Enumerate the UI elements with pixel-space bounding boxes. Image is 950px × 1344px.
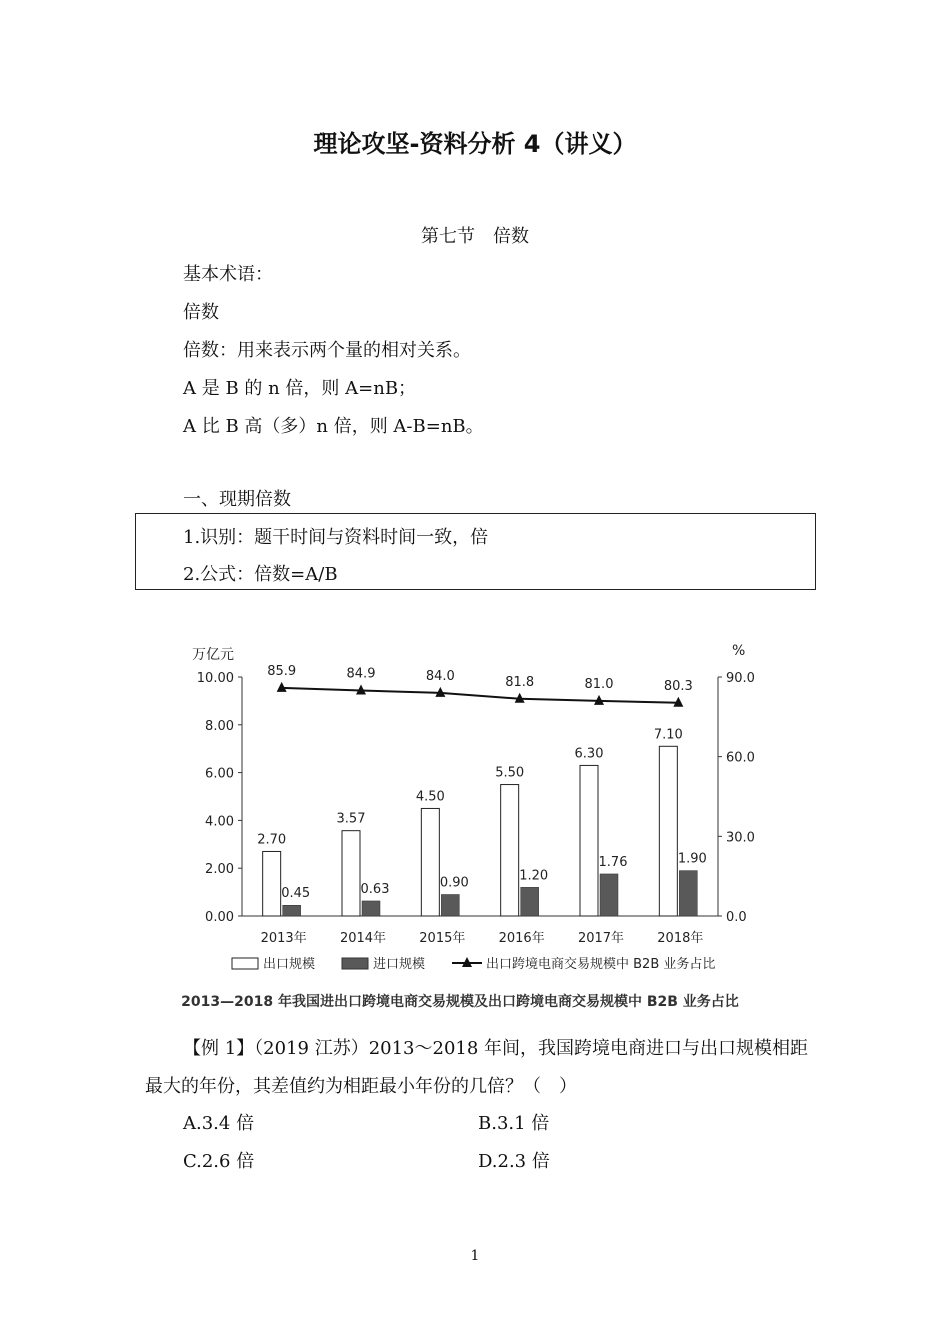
y2-axis-unit: %	[732, 643, 746, 659]
bar-export	[342, 831, 360, 916]
subheading: 一、现期倍数	[183, 489, 291, 510]
bar-import	[441, 894, 459, 916]
bar-export-label: 7.10	[653, 727, 683, 743]
bar-export	[580, 765, 598, 916]
bar-import-label: 1.20	[519, 868, 549, 884]
b2b-share-label: 80.3	[663, 678, 693, 694]
bar-export-label: 4.50	[415, 789, 445, 805]
y-tick-label: 10.00	[196, 671, 234, 686]
bar-import	[362, 901, 380, 916]
option-d[interactable]: D.2.3 倍	[478, 1151, 550, 1172]
bar-import-label: 0.63	[360, 881, 390, 897]
b2b-share-marker	[277, 682, 287, 692]
bar-export	[421, 808, 439, 916]
b2b-share-label: 81.8	[505, 674, 535, 690]
y2-tick-label: 60.0	[726, 750, 755, 766]
y-tick-label: 6.00	[205, 766, 234, 782]
x-tick-label: 2014年	[339, 931, 387, 946]
b2b-share-line	[282, 688, 679, 703]
x-tick-label: 2017年	[577, 931, 625, 946]
bar-import-label: 1.76	[598, 854, 628, 870]
bar-export-label: 2.70	[257, 832, 287, 848]
legend-export-label: 出口规模	[263, 957, 316, 972]
y-axis-unit: 万亿元	[192, 647, 234, 663]
body-line-formula-2: A 比 B 高（多）n 倍，则 A-B=nB。	[183, 416, 484, 437]
x-tick-label: 2016年	[498, 931, 545, 946]
page-number: 1	[470, 1248, 480, 1264]
bar-import	[600, 874, 618, 916]
legend-import-label: 进口规模	[373, 957, 426, 972]
b2b-share-label: 84.9	[346, 666, 376, 682]
x-tick-label: 2013年	[260, 931, 307, 946]
box-line-identify: 1.识别：题干时间与资料时间一致，倍	[183, 527, 489, 548]
chart	[170, 630, 780, 1019]
bar-import-label: 1.90	[677, 851, 707, 867]
legend-b2b-label: 出口跨境电商交易规模中 B2B 业务占比	[486, 957, 716, 972]
section-title: 第七节 倍数	[421, 226, 529, 247]
y2-tick-label: 30.0	[726, 830, 755, 846]
body-line-formula-1: A 是 B 的 n 倍，则 A=nB；	[183, 378, 417, 399]
bar-import	[283, 905, 301, 916]
bar-export-label: 6.30	[574, 746, 604, 762]
page-title: 理论攻坚-资料分析 4（讲义）	[313, 130, 637, 158]
bar-import	[521, 887, 539, 916]
b2b-share-label: 85.9	[267, 663, 297, 679]
bar-export	[501, 785, 519, 916]
key-points-box	[135, 513, 816, 590]
option-b[interactable]: B.3.1 倍	[478, 1113, 550, 1134]
bar-import	[679, 871, 697, 916]
body-line-terms: 基本术语：	[183, 264, 273, 285]
y-tick-label: 4.00	[205, 814, 234, 830]
chart-svg	[170, 630, 780, 1015]
question-line-1: 【例 1】（2019 江苏）2013～2018 年间，我国跨境电商进口与出口规模相距	[183, 1038, 809, 1059]
option-c[interactable]: C.2.6 倍	[183, 1151, 255, 1172]
body-line-multiple: 倍数	[183, 302, 219, 323]
bar-export-label: 3.57	[336, 811, 366, 827]
legend-import-swatch	[342, 958, 368, 969]
y-tick-label: 0.00	[205, 910, 234, 925]
x-tick-label: 2015年	[419, 931, 466, 946]
legend-export-swatch	[232, 958, 258, 969]
bar-export	[263, 851, 281, 916]
bar-export	[659, 746, 677, 916]
bar-export-label: 5.50	[495, 765, 525, 781]
b2b-share-label: 81.0	[584, 676, 614, 692]
bar-import-label: 0.45	[281, 886, 311, 902]
y-tick-label: 2.00	[205, 862, 234, 878]
x-tick-label: 2018年	[657, 931, 704, 946]
y2-tick-label: 0.0	[726, 910, 747, 925]
chart-title: 2013—2018 年我国进出口跨境电商交易规模及出口跨境电商交易规模中 B2B 业务占比	[181, 994, 739, 1010]
y2-tick-label: 90.0	[726, 671, 755, 686]
body-line-definition: 倍数：用来表示两个量的相对关系。	[183, 340, 471, 361]
b2b-share-label: 84.0	[425, 668, 455, 684]
box-line-formula: 2.公式：倍数=A/B	[183, 564, 338, 585]
option-a[interactable]: A.3.4 倍	[183, 1113, 255, 1134]
question-line-2: 最大的年份，其差值约为相距最小年份的几倍？（ ）	[145, 1076, 577, 1097]
y-tick-label: 8.00	[205, 718, 234, 734]
bar-import-label: 0.90	[439, 875, 469, 891]
